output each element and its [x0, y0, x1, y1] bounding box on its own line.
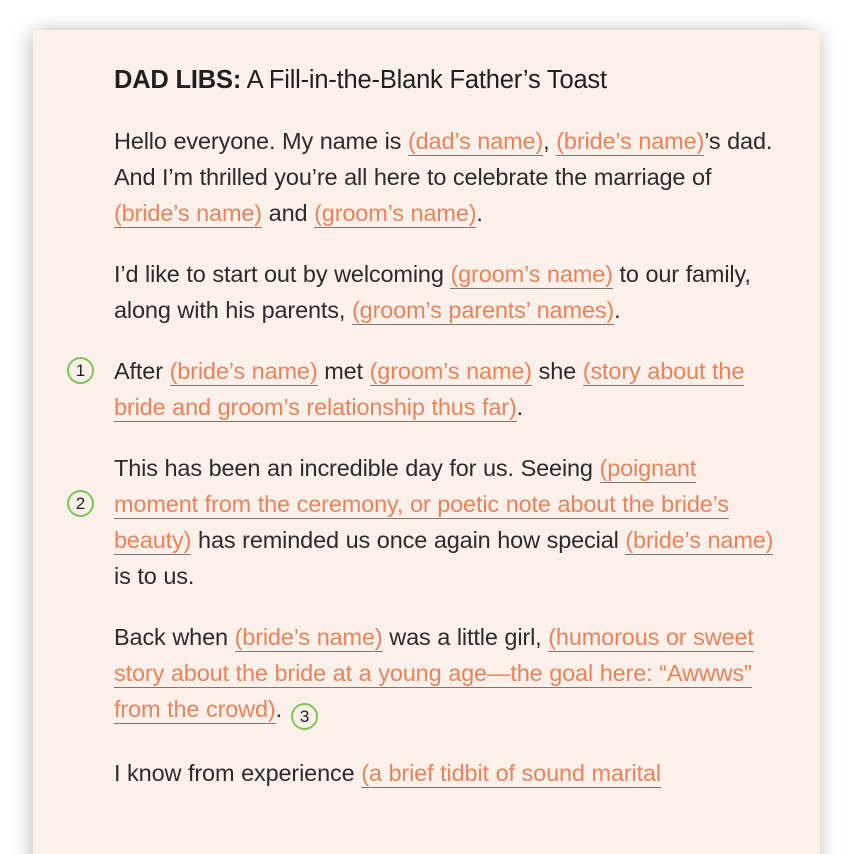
- paragraph-text: [114, 450, 780, 594]
- fill-in-blank[interactable]: (groom’s name): [369, 358, 532, 384]
- fill-in-blank[interactable]: (humorous or sweet story about the bride at a young age—the goal here: “Awwws” from the crowd): [114, 624, 754, 722]
- step-marker-1: 1: [67, 357, 94, 384]
- step-marker-3: 3: [291, 703, 318, 730]
- static-text: she: [531, 358, 583, 384]
- static-text: ’s dad. And I’m thrilled you’re all here to celebrate the marriage of: [114, 128, 773, 190]
- fill-in-blank[interactable]: (story about the bride and groom’s relationship thus far): [114, 358, 745, 420]
- static-text: .: [614, 297, 621, 323]
- step-marker-2: 2: [67, 490, 94, 517]
- static-text: I’d like to start out by welcoming: [114, 261, 451, 287]
- static-text: This has been an incredible day for us. Seeing: [114, 455, 600, 481]
- fill-in-blank[interactable]: (groom’s name): [314, 200, 477, 226]
- fill-in-blank[interactable]: (bride’s name): [556, 128, 705, 154]
- paragraph-text: [114, 353, 780, 425]
- fill-in-blank[interactable]: (groom’s parents’ names): [351, 297, 615, 323]
- document-body: [75, 63, 780, 816]
- paragraph-text: [114, 619, 780, 730]
- static-text: to our family, along with his parents,: [114, 261, 751, 323]
- fill-in-blank[interactable]: (bride’s name): [625, 527, 774, 553]
- paragraph-list: [75, 123, 780, 791]
- paragraph-welcome-groom: [114, 256, 780, 328]
- page-title-lead: DAD LIBS:: [114, 66, 242, 94]
- static-text: .: [275, 696, 282, 722]
- paragraph-greeting: [114, 123, 780, 231]
- paragraph-text: [114, 256, 780, 328]
- fill-in-blank[interactable]: (bride’s name): [234, 624, 383, 650]
- paragraph-little-girl-story: [114, 619, 780, 730]
- static-text: met: [317, 358, 370, 384]
- static-text: and: [261, 200, 315, 226]
- page-title-rest: A Fill-in-the-Blank Father’s Toast: [241, 66, 607, 94]
- fill-in-blank[interactable]: (dad’s name): [407, 128, 544, 154]
- static-text: I know from experience: [114, 760, 362, 786]
- static-text: Back when: [114, 624, 235, 650]
- paragraph-how-they-met: [75, 353, 780, 425]
- page-title: [114, 63, 780, 97]
- static-text: .: [476, 200, 483, 226]
- static-text: Hello everyone. My name is: [114, 128, 408, 154]
- paragraph-marital-advice: [114, 755, 780, 791]
- fill-in-blank[interactable]: (bride’s name): [169, 358, 318, 384]
- fill-in-blank[interactable]: (poignant moment from the ceremony, or poetic note about the bride’s beauty): [114, 455, 729, 553]
- document-card: [33, 30, 820, 854]
- paragraph-text: [114, 123, 780, 231]
- paragraph-incredible-day: [75, 450, 780, 594]
- static-text: has reminded us once again how special: [191, 527, 626, 553]
- fill-in-blank[interactable]: (groom’s name): [450, 261, 613, 287]
- static-text: was a little girl,: [382, 624, 549, 650]
- fill-in-blank[interactable]: (bride’s name): [114, 200, 262, 226]
- static-text: After: [114, 358, 170, 384]
- fill-in-blank[interactable]: (a brief tidbit of sound marital: [361, 760, 661, 786]
- static-text: ,: [543, 128, 557, 154]
- static-text: is to us.: [114, 563, 195, 589]
- static-text: .: [516, 394, 524, 420]
- paragraph-text: [114, 755, 780, 791]
